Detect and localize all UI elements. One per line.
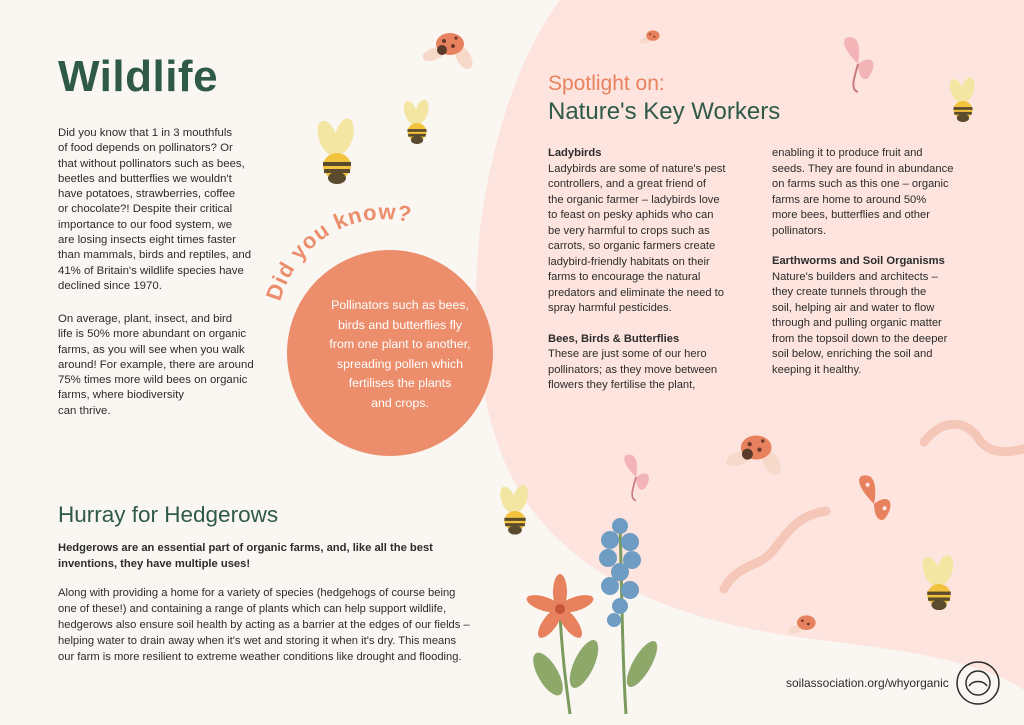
hedgerows-paragraph: Along with providing a home for a variety of species (hedgehogs of course being one of these!) and containing a range of plants which can help support wildlife, hedgerows also ensure soil health by acting as a barrier at the edges of our fields – helping water to drain away when it's wet and storing it when it's dry. This means our farm is more resilient to extreme weather conditions like drought and flooding.	[58, 587, 470, 663]
spotlight-heading: Spotlight on:	[548, 72, 665, 95]
spotlight-column-1	[548, 146, 748, 394]
svg-text:Did you know?	[261, 199, 414, 303]
ladybirds-text: Ladybirds are some of nature's pest controllers, and a great friend of the organic farmer – ladybirds love to feast on pesky aphids who can be very harmful to crops such as carrots, so organic farmers create ladybird-friendly habitats on their farms to encourage the natural predators and eliminate the need to spray harmful pesticides.	[548, 162, 726, 314]
bee-icon	[946, 76, 980, 126]
hedgerows-title: Hurray for Hedgerows	[58, 502, 279, 527]
ladybird-icon	[786, 612, 824, 640]
earthworm-icon	[918, 414, 1024, 464]
hedgerows-lead: Hedgerows are an essential part of organic farms, and, like all the best inventions, they have multiple uses!	[58, 542, 433, 570]
ladybird-icon	[634, 28, 670, 48]
spotlight-subheading: Nature's Key Workers	[548, 98, 781, 125]
bees-title: Bees, Birds & Butterflies	[548, 332, 680, 345]
butterfly-icon	[618, 452, 654, 504]
flowers-illustration	[522, 514, 672, 714]
bee-icon	[312, 118, 362, 188]
earthworms-title: Earthworms and Soil Organisms	[772, 255, 945, 267]
earthworms-text: Nature's builders and architects – they create tunnels through the soil, helping air and water to flow through and pulling organic matter from the topsoil down to the deeper soil below, enriching the soil and keeping it healthy.	[772, 270, 948, 376]
bee-icon	[918, 554, 960, 614]
wildlife-title: Wildlife	[58, 52, 219, 101]
wildlife-paragraph-2: On average, plant, insect, and bird life is 50% more abundant on organic farms, as you will see when you walk around! For example, there are around 75% times more wild bees on organic farms, where biodiversity can thrive.	[58, 313, 254, 417]
ladybird-icon	[420, 28, 476, 70]
ladybird-icon	[722, 430, 786, 476]
earthworm-icon	[716, 505, 836, 595]
ladybirds-title: Ladybirds	[548, 147, 602, 159]
did-you-know-text: Pollinators such as bees, birds and butterflies fly from one plant to another, spreading pollen which fertilises the plants and crops.	[329, 298, 471, 410]
butterfly-icon	[838, 34, 878, 96]
bees-text: These are just some of our hero pollinators; as they move between flowers they fertilise the plant,	[548, 348, 718, 391]
spotlight-column-2	[772, 146, 972, 378]
bees-text-continued: enabling it to produce fruit and seeds. They are found in abundance on farms such as this one – organic farms are home to around 50% more bees, butterflies and other pollinators.	[772, 147, 954, 237]
butterfly-icon	[852, 472, 896, 538]
did-you-know-heading: Did you know?	[260, 199, 415, 304]
bee-icon	[400, 98, 434, 148]
soil-association-organic-logo	[955, 660, 1001, 706]
website-link[interactable]: soilassociation.org/whyorganic	[786, 676, 949, 690]
wildlife-paragraph-1: Did you know that 1 in 3 mouthfuls of food depends on pollinators? Or that without pollinators such as bees, beetles and butterflies we wouldn't have potatoes, strawberries, coffee or chocolate?! Despite their critical importance to our food system, we are losing insects eight times faster than mammals, birds and reptiles, and 41% of Britain's wildlife species have declined since 1970.	[58, 127, 252, 292]
